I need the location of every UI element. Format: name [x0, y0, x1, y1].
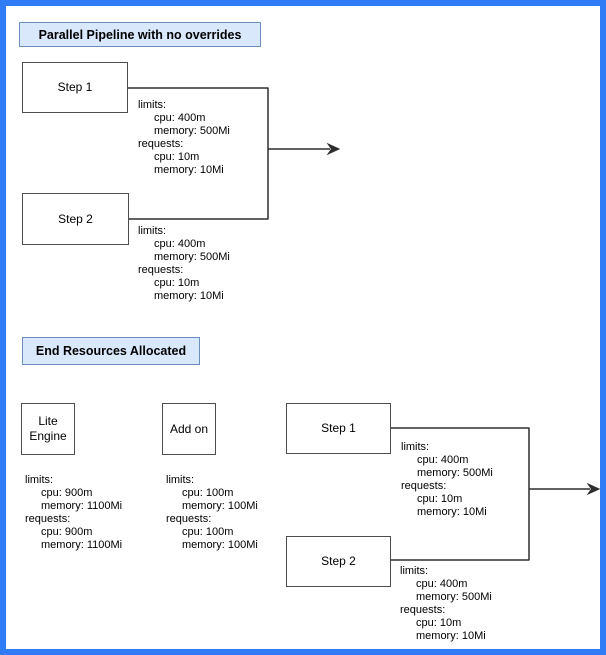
resource-line: cpu: 400m [154, 238, 206, 250]
resource-line: cpu: 10m [154, 277, 200, 289]
resource-line: cpu: 10m [154, 151, 200, 163]
resource-line: requests: [138, 264, 184, 276]
resource-line: memory: 500Mi [417, 467, 493, 479]
resource-line: limits: [138, 225, 167, 237]
bottom-section-title: End Resources Allocated [22, 337, 200, 365]
resource-line: requests: [25, 513, 71, 525]
node-label: Step 2 [321, 554, 356, 568]
node-label: Lite [38, 414, 58, 428]
node-step1-bottom [286, 403, 391, 454]
resource-line: memory: 10Mi [154, 164, 224, 176]
resource-line: limits: [400, 565, 429, 577]
resources-step2-bottom [400, 565, 492, 643]
resource-line: requests: [138, 138, 184, 150]
resource-line: cpu: 900m [41, 487, 93, 499]
node-step2-top [22, 193, 129, 245]
resource-line: cpu: 10m [417, 493, 463, 505]
resource-line: memory: 100Mi [182, 500, 258, 512]
node-step2-bottom [286, 536, 391, 587]
resources-step1-bottom [401, 441, 493, 519]
node-lite-engine [21, 403, 75, 455]
resource-line: memory: 500Mi [154, 125, 230, 137]
resources-add-on [166, 474, 258, 552]
resource-line: cpu: 10m [416, 617, 462, 629]
node-label: Step 1 [321, 421, 356, 435]
node-label: Step 2 [58, 211, 93, 226]
node-label: Add on [169, 421, 209, 436]
node-step1-top [22, 62, 128, 113]
resource-line: memory: 10Mi [416, 630, 486, 642]
resource-line: cpu: 100m [182, 487, 234, 499]
node-label: Engine [29, 429, 67, 443]
resource-line: memory: 10Mi [417, 506, 487, 518]
node-add-on [162, 403, 216, 455]
resource-line: requests: [401, 480, 447, 492]
resource-line: limits: [138, 99, 167, 111]
resource-line: cpu: 400m [417, 454, 469, 466]
resource-line: cpu: 400m [416, 578, 468, 590]
resource-line: memory: 500Mi [154, 251, 230, 263]
resource-line: cpu: 400m [154, 112, 206, 124]
resources-step2-top [138, 225, 230, 303]
resource-line: cpu: 900m [41, 526, 93, 538]
resource-line: requests: [400, 604, 446, 616]
resource-line: memory: 1100Mi [41, 539, 123, 551]
top-section-title: Parallel Pipeline with no overrides [19, 22, 261, 47]
node-label: Step 1 [57, 80, 93, 94]
resource-line: limits: [25, 474, 54, 486]
resources-lite-engine [25, 474, 122, 552]
resource-line: memory: 10Mi [154, 290, 224, 302]
resource-line: limits: [401, 441, 430, 453]
resource-line: memory: 1100Mi [41, 500, 123, 512]
arrowhead [588, 484, 599, 494]
resource-line: memory: 100Mi [182, 539, 258, 551]
resource-line: requests: [166, 513, 212, 525]
resource-line: cpu: 100m [182, 526, 234, 538]
resource-line: limits: [166, 474, 195, 486]
arrowhead [328, 144, 339, 154]
resources-step1-top [138, 99, 230, 177]
resource-line: memory: 500Mi [416, 591, 492, 603]
